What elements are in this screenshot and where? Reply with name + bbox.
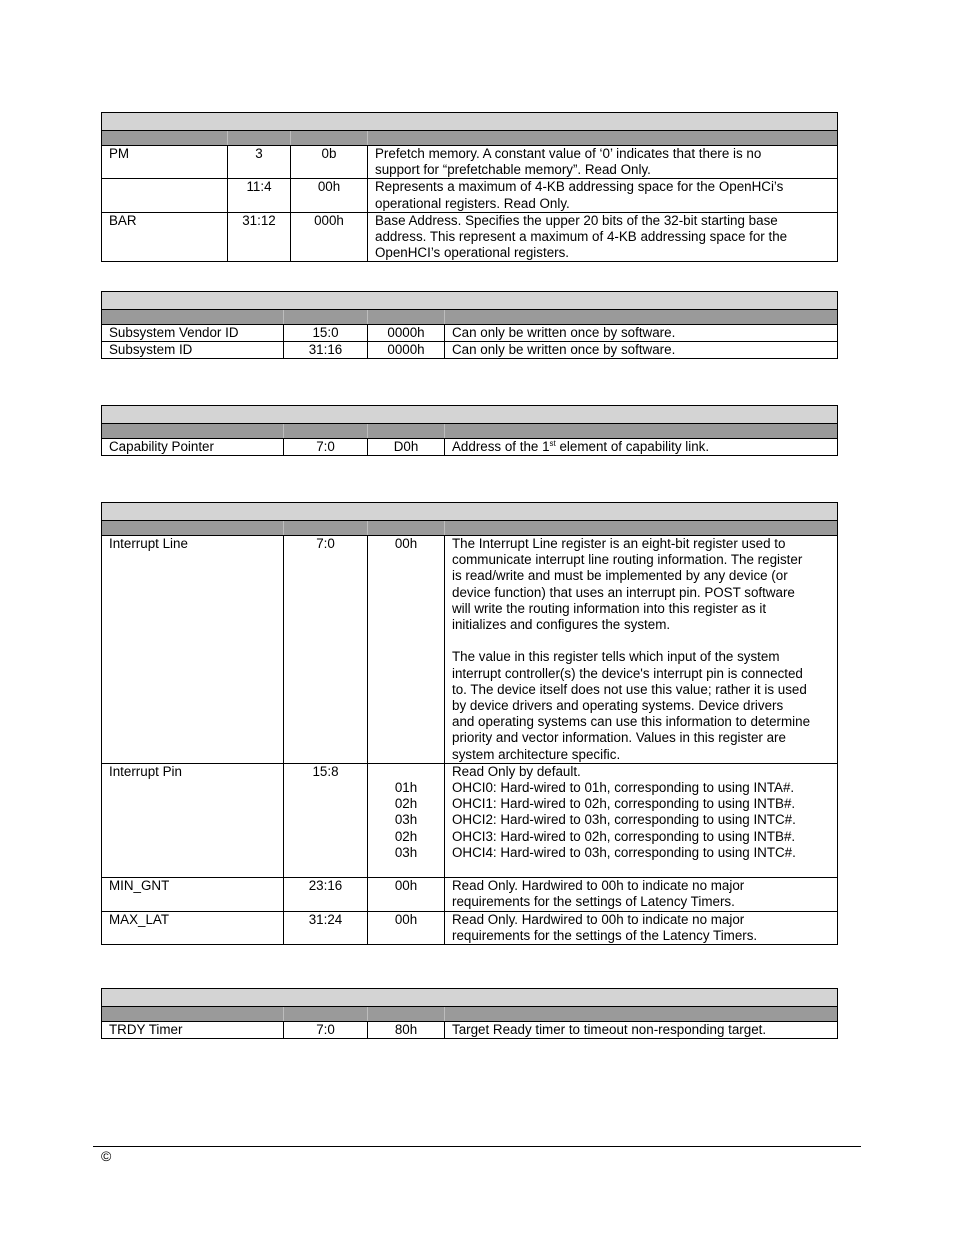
description-line: is read/write and must be implemented by any device (or [452,568,788,584]
table-title-bar [102,292,838,310]
description-line: The value in this register tells which input of the system [452,649,780,665]
field-cell: PM [102,146,228,179]
field-cell: TRDY Timer [102,1022,284,1039]
capability-pointer-table [101,405,838,456]
description-line: OHCI0: Hard-wired to 01h, corresponding to using INTA#. [452,780,795,796]
description-line: priority and vector information. Values in this register are [452,730,786,746]
description-line: support for “prefetchable memory”. Read Only. [375,162,651,178]
table-header-row [102,131,838,146]
field-cell: BAR [102,212,228,262]
table-row [102,325,838,342]
description-line: device function) that uses an interrupt pin. POST software [452,584,795,600]
description-text: Address of the 1 [452,439,550,454]
description-line: by device drivers and operating systems. Device drivers [452,698,784,714]
default-cell: 0b [291,146,368,179]
description-cell [368,212,838,262]
table-row [102,342,838,359]
description-cell [368,146,838,179]
bits-cell: 31:16 [284,342,368,359]
field-cell: MIN_GNT [102,878,284,911]
default-cell: 80h [368,1022,445,1039]
table-row [102,536,838,764]
base-address-register-table [101,112,838,262]
description-line: Read Only by default. [452,763,581,779]
description-cell [445,911,838,944]
default-value: 03h [394,844,418,860]
description-line: Represents a maximum of 4-KB addressing space for the OpenHCi’s [375,179,784,195]
default-cell [368,763,445,877]
field-cell [102,179,228,212]
bits-cell: 15:0 [284,325,368,342]
table-title-bar [102,989,838,1007]
description-line: Read Only. Hardwired to 00h to indicate no major [452,911,745,927]
default-value: 03h [394,812,418,828]
default-value: 01h [394,780,418,796]
description-line: system architecture specific. [452,746,621,762]
table-row [102,212,838,262]
paragraph-gap [452,633,830,649]
default-cell: 0000h [368,342,445,359]
default-cell: 00h [291,179,368,212]
description-cell [445,878,838,911]
table-title-bar [102,406,838,424]
description-line: initializes and configures the system. [452,617,671,633]
description-cell [445,763,838,877]
description-cell [445,536,838,764]
description-line: communicate interrupt line routing information. The register [452,552,803,568]
table-row [102,878,838,911]
table-header-row [102,424,838,439]
description-cell: Target Ready timer to timeout non-responding target. [445,1022,838,1039]
description-line: OHCI4: Hard-wired to 03h, corresponding to using INTC#. [452,844,796,860]
table-title-bar [102,503,838,521]
description-line: OHCI1: Hard-wired to 02h, corresponding to using INTB#. [452,796,796,812]
field-cell: MAX_LAT [102,911,284,944]
description-line: address. This represent a maximum of 4-KB addressing space for the [375,229,788,245]
description-line: The Interrupt Line register is an eight-bit register used to [452,536,786,551]
bits-cell: 3 [228,146,291,179]
table-row [102,1022,838,1039]
description-cell: Can only be written once by software. [445,342,838,359]
subsystem-id-table [101,291,838,359]
table-row [102,179,838,212]
description-line: operational registers. Read Only. [375,195,570,211]
default-value: 02h [394,828,418,844]
interrupt-register-table [101,502,838,945]
table-row [102,763,838,877]
table-header-row [102,310,838,325]
paragraph-gap [452,861,830,877]
table-row [102,439,838,456]
field-cell: Subsystem Vendor ID [102,325,284,342]
bits-cell: 7:0 [284,536,368,764]
description-line: Base Address. Specifies the upper 20 bits of the 32-bit starting base [375,212,778,228]
description-line: interrupt controller(s) the device's interrupt pin is connected [452,665,803,681]
table-row [102,911,838,944]
field-cell: Interrupt Pin [102,763,284,877]
ordinal-suffix: st [549,439,556,448]
default-cell: 00h [368,911,445,944]
default-cell: 00h [368,878,445,911]
description-line: OpenHCI’s operational registers. [375,245,570,261]
table-header-row [102,1007,838,1022]
footer-divider [93,1146,861,1147]
bits-cell: 7:0 [284,439,368,456]
table-title-bar [102,113,838,131]
field-cell: Subsystem ID [102,342,284,359]
spacer [375,764,437,780]
description-line: will write the routing information into this register as it [452,600,767,616]
description-line: and operating systems can use this information to determine [452,714,811,730]
description-cell [445,439,838,456]
default-cell: D0h [368,439,445,456]
description-text: element of capability link. [555,439,710,454]
bits-cell: 7:0 [284,1022,368,1039]
default-cell: 000h [291,212,368,262]
description-line: OHCI3: Hard-wired to 02h, corresponding to using INTB#. [452,828,796,844]
description-cell [368,179,838,212]
description-line: requirements for the settings of the Latency Timers. [452,927,758,943]
field-cell: Capability Pointer [102,439,284,456]
description-cell: Can only be written once by software. [445,325,838,342]
default-cell: 00h [368,536,445,764]
field-cell: Interrupt Line [102,536,284,764]
table-row [102,146,838,179]
bits-cell: 31:12 [228,212,291,262]
table-header-row [102,521,838,536]
default-cell: 0000h [368,325,445,342]
description-line: Prefetch memory. A constant value of ‘0’ indicates that there is no [375,146,762,161]
bits-cell: 23:16 [284,878,368,911]
description-line: to. The device itself does not use this value; rather it is used [452,681,807,697]
bits-cell: 11:4 [228,179,291,212]
description-line: requirements for the settings of Latency Timers. [452,894,735,910]
bits-cell: 15:8 [284,763,368,877]
default-value: 02h [394,796,418,812]
copyright-symbol: © [101,1148,112,1164]
description-line: Read Only. Hardwired to 00h to indicate no major [452,878,745,894]
bits-cell: 31:24 [284,911,368,944]
description-line: OHCI2: Hard-wired to 03h, corresponding to using INTC#. [452,812,796,828]
trdy-timer-table [101,988,838,1039]
